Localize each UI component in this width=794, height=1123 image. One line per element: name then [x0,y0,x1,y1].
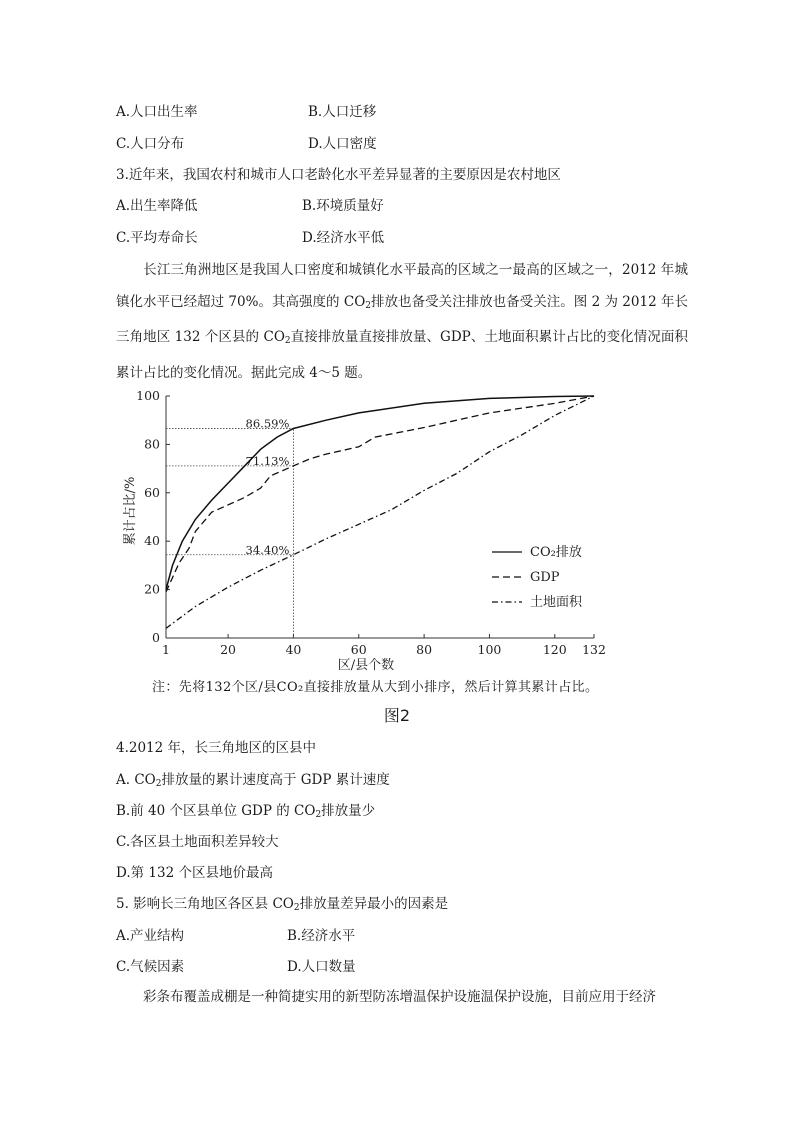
passage-color-cloth-shed [116,982,688,1014]
q4-option-a [116,770,390,794]
x-tick-label: 1 [162,642,170,657]
x-tick-label: 60 [350,642,367,657]
legend-label: CO₂排放 [530,545,582,560]
q5-stem [116,894,448,918]
q2-option-b: B.人口迁移 [308,104,377,120]
x-tick-label: 100 [477,642,502,657]
subscript: 2 [155,779,162,789]
q2-option-a: A.人口出生率 [116,104,198,120]
subscript: 2 [365,300,371,311]
figure-caption: 图2 [383,706,411,725]
q3-option-b: B.环境质量好 [302,198,384,214]
q4-a-pre: A. CO [116,772,156,788]
passage-part3: 直接排放量直接排放量、GDP、土地面积累计占比的变化情况面积累计占比的变化情况。据此完成 4～5 题。 [116,329,688,381]
series-line-dashdot [166,396,594,628]
passage-part1: 长江三角洲地区是我国人口密度和城镇化水平最高的区域之一最高的区域之一，2012 年城镇化水平已经超过 70%。其高强度的 CO [116,262,688,310]
x-tick-label: 120 [542,642,567,657]
q4-b-post: 排放量少 [321,803,376,819]
series-line-solid [166,396,594,590]
cumulative-share-chart [108,382,608,674]
y-tick-label: 40 [144,533,160,549]
q3-stem: 3.近年来，我国农村和城市人口老龄化水平差异显著的主要原因是农村地区 [116,167,561,183]
q3-option-c: C.平均寿命长 [116,230,198,246]
passage-yangtze-delta [116,255,688,389]
passage2-text: 彩条布覆盖成棚是一种简捷实用的新型防冻增温保护设施温保护设施，目前应用于经济 [143,989,656,1005]
annotation-label: 86.59% [245,416,290,431]
subscript: 2 [293,903,300,913]
q4-option-d: D.第 132 个区县地价最高 [116,865,273,881]
y-tick-label: 20 [144,581,160,597]
q2-option-d: D.人口密度 [308,136,377,152]
legend-label: 土地面积 [530,595,583,610]
q4-option-c: C.各区县土地面积差异较大 [116,834,279,850]
subscript: 2 [284,336,291,346]
q5-option-b: B.经济水平 [287,928,356,944]
x-axis-title: 区/县个数 [337,658,395,673]
q2-option-c: C.人口分布 [116,136,185,152]
y-tick-label: 60 [144,484,160,500]
annotation-label: 34.40% [245,542,290,557]
annotation-label: 71.13% [245,453,290,468]
legend-label: GDP [530,570,560,585]
q4-b-pre: B.前 40 个区县单位 GDP 的 CO [116,803,316,819]
x-tick-label: 132 [582,642,606,657]
y-tick-label: 80 [144,436,160,452]
q3-option-d: D.经济水平低 [302,230,385,246]
q3-option-a: A.出生率降低 [116,198,198,214]
q4-a-post: 排放量的累计速度高于 GDP 累计速度 [161,772,390,788]
q5-stem-post: 排放量差异最小的因素是 [299,896,449,912]
chart-note: 注：先将132个区/县CO₂直接排放量从大到小排序，然后计算其累计占比。 [152,680,599,695]
x-tick-label: 80 [416,642,433,657]
q4-stem: 4.2012 年，长三角地区的区县中 [116,740,317,756]
series-line-dashed [166,396,594,592]
q5-option-d: D.人口数量 [287,959,356,975]
y-axis-title: 累计占比/% [123,476,138,546]
x-tick-label: 20 [220,642,237,657]
y-tick-label: 100 [136,388,160,403]
q4-option-b [116,801,375,825]
q5-option-c: C.气候因素 [116,959,185,975]
q5-option-a: A.产业结构 [116,928,185,944]
passage-part2: 排放也备受关注排放也备受关注。图 2 为 2012 年长三角地区 132 个区县的 CO [116,293,688,345]
q5-stem-pre: 5. 影响长三角地区各区县 CO [116,896,294,912]
subscript: 2 [315,810,322,820]
x-tick-label: 40 [285,642,302,657]
y-tick-label: 0 [152,630,160,645]
